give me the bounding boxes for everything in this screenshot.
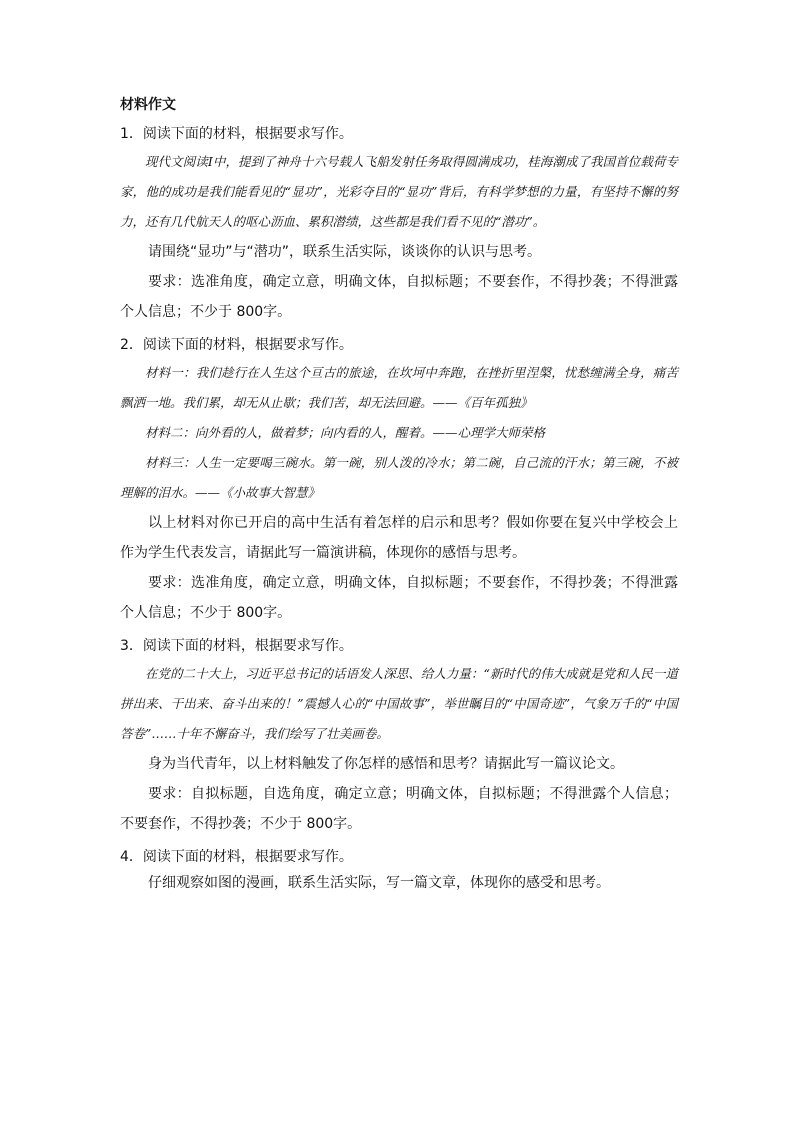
writing-requirement: 要求：选准角度，确定立意，明确文体，自拟标题；不要套作，不得抄袭；不得泄露个人信息；不少于 800字。 <box>120 575 678 621</box>
writing-prompt: 请围绕“显功”与“潜功”，联系生活实际，谈谈你的认识与思考。 <box>148 244 542 260</box>
question-4 <box>120 846 678 898</box>
question-heading: 2．阅读下面的材料，根据要求写作。 <box>120 337 353 353</box>
writing-requirement: 要求：自拟标题，自选角度，确定立意；明确文体，自拟标题；不得泄露个人信息；不要套作，不得抄袭；不少于 800字。 <box>120 786 678 832</box>
material-text: 在党的二十大上，习近平总书记的话语发人深思、给人力量：“新时代的伟大成就是党和人民一道拼出来、干出来、奋斗出来的！”震撼人心的“中国故事”，举世瞩目的“中国奇迹”，气象万千的“中国答卷”……十年不懈奋斗，我们绘写了壮美画卷。 <box>120 666 678 741</box>
material-text: 材料三：人生一定要喝三碗水。第一碗，别人泼的冷水；第二碗，自己流的汗水；第三碗，不被理解的泪水。——《小故事大智慧》 <box>120 455 678 500</box>
writing-prompt: 身为当代青年，以上材料触发了你怎样的感悟和思考？请据此写一篇议论文。 <box>148 756 624 772</box>
writing-prompt: 以上材料对你已开启的高中生活有着怎样的启示和思考？假如你要在复兴中学校会上作为学生代表发言，请据此写一篇演讲稿，体现你的感悟与思考。 <box>120 515 678 561</box>
material-block <box>120 358 678 508</box>
material-text: 材料一：我们趁行在人生这个亘古的旅途，在坎坷中奔跑，在挫折里涅槃，忧愁缠满全身，痛苦飘洒一地。我们累，却无从止歇；我们苦，却无法回避。——《百年孤独》 <box>120 365 678 410</box>
question-1 <box>120 123 678 327</box>
material-text: 材料二：向外看的人，做着梦；向内看的人，醒着。——心理学大师荣格 <box>145 425 546 440</box>
document-content <box>120 94 678 898</box>
question-heading: 4．阅读下面的材料，根据要求写作。 <box>120 849 353 865</box>
question-heading: 3．阅读下面的材料，根据要求写作。 <box>120 638 353 654</box>
question-3 <box>120 635 678 839</box>
material-text: 现代文阅读Ⅰ中，提到了神舟十六号载人飞船发射任务取得圆满成功，桂海潮成了我国首位载荷专家，他的成功是我们能看见的“显功”，光彩夺目的“显功”背后，有科学梦想的力量，有坚持不懈的努力，还有几代航天人的呕心沥血、累积潜绩，这些都是我们看不见的“潜功”。 <box>120 154 678 229</box>
material-block <box>120 147 678 237</box>
section-title: 材料作文 <box>120 97 176 113</box>
material-block <box>120 659 678 749</box>
question-2 <box>120 334 678 628</box>
writing-requirement: 要求：选准角度，确定立意，明确文体，自拟标题；不要套作，不得抄袭；不得泄露个人信息；不少于 800字。 <box>120 274 678 320</box>
writing-prompt: 仔细观察如图的漫画，联系生活实际，写一篇文章，体现你的感受和思考。 <box>148 875 610 891</box>
question-heading: 1．阅读下面的材料，根据要求写作。 <box>120 126 353 142</box>
